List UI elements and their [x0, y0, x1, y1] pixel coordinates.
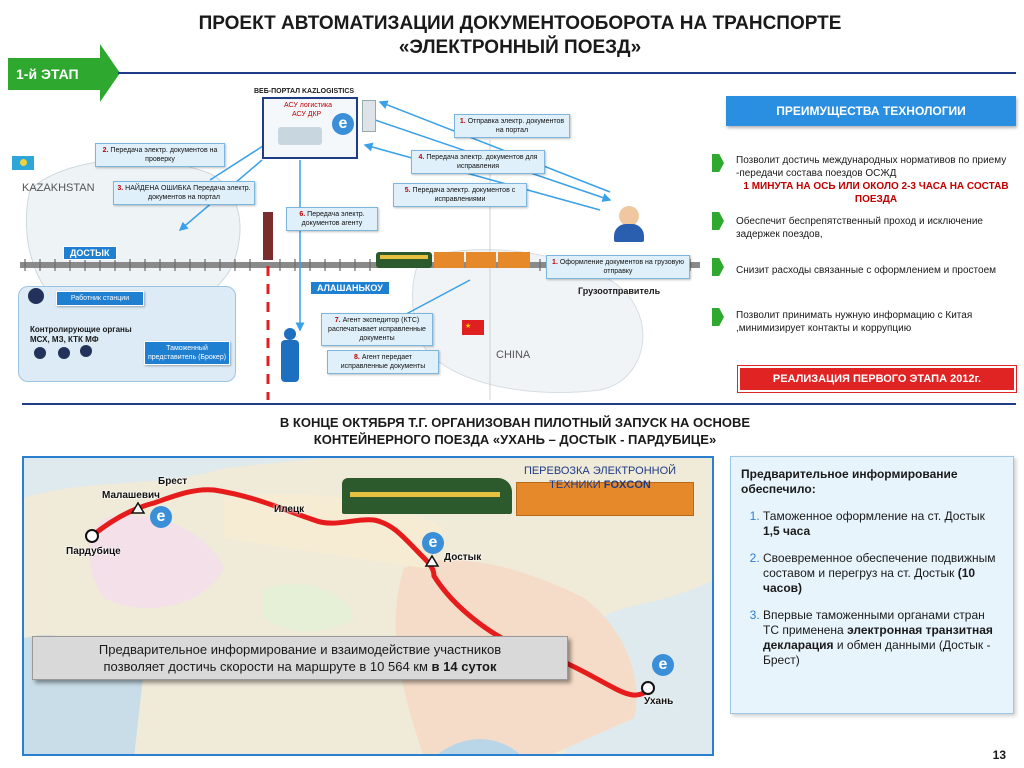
step-8-deliver: 8. Агент передает исправленные документы — [327, 350, 439, 374]
advantage-3-chevron-icon — [712, 258, 724, 276]
control-bodies-label: Контролирующие органы МСХ, МЗ, КТК МФ — [30, 325, 132, 344]
stage-badge: 1-й ЭТАП — [8, 58, 102, 90]
info-list — [741, 509, 1003, 668]
implementation-badge: РЕАЛИЗАЦИЯ ПЕРВОГО ЭТАПА 2012г. — [738, 366, 1016, 392]
portal-monitor — [262, 97, 358, 159]
info-item-2: 2. Своевременное обеспечение подвижным составом и перегруз на ст. Достык (10 часов) — [763, 551, 1003, 596]
advantage-1: Позволит достичь международных нормативов по приему -передачи состава поездов ОСЖД 1 МИНУТА НА ОСЬ ИЛИ ОКОЛО 2-3 ЧАСА НА СОСТАВ ПОЕЗДА — [736, 154, 1016, 206]
ie-icon-wuhan: e — [652, 654, 674, 676]
advantages-header: ПРЕИМУЩЕСТВА ТЕХНОЛОГИИ — [726, 96, 1016, 126]
station-dostyk: ДОСТЫК — [63, 246, 117, 260]
advantage-2: Обеспечит беспрепятственный проход и исключение задержек поездов, — [736, 216, 983, 240]
step-1-cargo-docs: 1. Оформление документов на грузовую отправку — [546, 255, 690, 279]
advantage-1-highlight: 1 МИНУТА НА ОСЬ ИЛИ ОКОЛО 2-3 ЧАСА НА СОСТАВ ПОЕЗДА — [743, 181, 1009, 205]
kazakhstan-flag-icon — [12, 156, 34, 170]
advantage-3: Снизит расходы связанные с оформлением и простоем — [736, 265, 996, 276]
advantage-4-chevron-icon — [712, 308, 724, 326]
info-title: Предварительное информирование обеспечило: — [741, 467, 958, 496]
agent-figure-icon — [281, 340, 299, 382]
middle-divider — [22, 403, 1016, 405]
info-item-1: 1. Таможенное оформление на ст. Достык 1,5 часа — [763, 509, 1003, 539]
step-1-send-portal: 1. Отправка электр. документов на портал — [454, 114, 570, 138]
china-label: CHINA — [496, 349, 531, 361]
city-malashevichi: Малашевич — [102, 490, 160, 501]
station-worker-icon — [28, 288, 44, 304]
route-map — [22, 456, 714, 756]
portal-label: ВЕБ-ПОРТАЛ KAZLOGISTICS — [254, 88, 355, 95]
step-4-correction: 4. Передача электр. документов для исправления — [411, 150, 545, 174]
station-alashankou: АЛАШАНЬКОУ — [310, 281, 390, 295]
title-line-1: ПРОЕКТ АВТОМАТИЗАЦИИ ДОКУМЕНТООБОРОТА НА ТРАНСПОРТЕ — [198, 13, 842, 34]
kazakhstan-label: KAZAKHSTAN — [22, 182, 95, 194]
ie-icon-brest: e — [150, 506, 172, 528]
ie-browser-icon: e — [332, 113, 354, 135]
advantage-2-chevron-icon — [712, 212, 724, 230]
asu-dkr-label: АСУ ДКР — [292, 111, 322, 118]
china-flag-icon: ★ — [462, 320, 484, 335]
shipper-person-icon — [619, 206, 639, 226]
page-number: 13 — [992, 748, 1006, 762]
station-worker-box: Работник станции — [56, 291, 144, 306]
city-pardubice: Пардубице — [66, 546, 121, 557]
step-3-error: 3. НАЙДЕНА ОШИБКА Передача электр. документов на портал — [113, 181, 255, 205]
inspector-icon-2 — [58, 347, 70, 359]
server-tower-icon — [362, 100, 376, 132]
inspector-icon-3 — [80, 345, 92, 357]
route-summary: Предварительное информирование и взаимодействие участников позволяет достичь скорости на маршруте в 10 564 км в 14 суток — [32, 636, 568, 680]
ie-icon-dostyk: e — [422, 532, 444, 554]
shipper-label: Грузоотправитель — [578, 286, 661, 296]
asu-logistics-label: АСУ логистика — [284, 102, 332, 109]
inspector-icon-1 — [34, 347, 46, 359]
city-brest: Брест — [158, 476, 188, 487]
advantage-1-chevron-icon — [712, 154, 724, 172]
city-wuhan: Ухань — [644, 696, 674, 707]
agent-head-icon — [284, 328, 296, 340]
servers-icon — [278, 127, 322, 145]
page-title — [80, 12, 960, 60]
step-6-agent: 6. Передача электр. документов агенту — [286, 207, 378, 231]
foxconn-label: ПЕРЕВОЗКА ЭЛЕКТРОННОЙ ТЕХНИКИ FOXCON — [523, 465, 677, 491]
top-divider — [118, 72, 1016, 74]
info-panel — [730, 456, 1014, 714]
locomotive-icon — [342, 478, 512, 514]
title-line-2: «ЭЛЕКТРОННЫЙ ПОЕЗД» — [398, 37, 642, 58]
city-iletsk: Илецк — [274, 504, 305, 515]
step-7-print: 7. Агент экспедитор (КТС) распечатывает исправленные документы — [321, 313, 433, 346]
shipper-body-icon — [614, 224, 644, 242]
step-2-check: 2. Передача электр. документов на проверку — [95, 143, 225, 167]
step-5-corrected: 5. Передача электр. документов с исправлениями — [393, 183, 527, 207]
advantage-4: Позволит принимать нужную информацию с Китая ,минимизирует контакты и коррупцию — [736, 310, 973, 334]
info-item-3: 3. Впервые таможенными органами стран ТС применена электронная транзитная декларация и обмен данными (Достык - Брест) — [763, 608, 1003, 668]
pilot-headline: В КОНЦЕ ОКТЯБРЯ Т.Г. ОРГАНИЗОВАН ПИЛОТНЫЙ ЗАПУСК НА ОСНОВЕ КОНТЕЙНЕРНОГО ПОЕЗДА «УХАНЬ – ДОСТЫК - ПАРДУБИЦЕ» — [279, 415, 751, 447]
customs-rep-box: Таможенный представитель (Брокер) — [144, 341, 230, 365]
city-dostyk: Достык — [444, 552, 482, 563]
